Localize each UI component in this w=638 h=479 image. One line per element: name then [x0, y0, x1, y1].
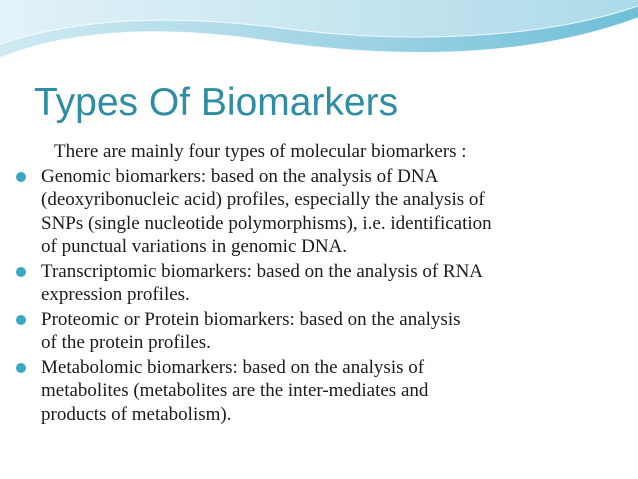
slide-title: Types Of Biomarkers	[34, 81, 399, 124]
bullet-text-line: Genomic biomarkers: based on the analysis of DNA	[41, 165, 439, 187]
bullet-list	[14, 165, 614, 427]
bullet-item	[14, 356, 614, 427]
bullet-text-line: (deoxyribonucleic acid) profiles, especially the analysis of	[41, 189, 485, 210]
bullet-text-line: products of metabolism).	[41, 403, 232, 425]
bullet-text-line: SNPs (single nucleotide polymorphisms), i.e. identification	[41, 212, 492, 234]
bullet-text-line: Proteomic or Protein biomarkers: based on the analysis	[41, 308, 461, 330]
bullet-dot-icon	[16, 267, 26, 277]
bullet-text-line: metabolites (metabolites are the inter-mediates and	[41, 380, 429, 401]
bullet-dot-icon	[16, 363, 26, 373]
bullet-dot-icon	[16, 315, 26, 325]
bullet-text-line: Transcriptomic biomarkers: based on the analysis of RNA	[41, 260, 484, 282]
bullet-item	[14, 260, 614, 307]
bullet-item	[14, 165, 614, 259]
bullet-dot-icon	[16, 172, 26, 182]
bullet-text-line: expression profiles.	[41, 284, 190, 305]
bullet-text-line: Metabolomic biomarkers: based on the analysis of	[41, 356, 425, 378]
bullet-text-line: of punctual variations in genomic DNA.	[41, 236, 348, 257]
header-wave-decoration	[0, 0, 638, 70]
intro-text: There are mainly four types of molecular biomarkers :	[54, 141, 467, 162]
bullet-text-line: of the protein profiles.	[41, 332, 211, 353]
slide-body	[14, 140, 614, 427]
bullet-item	[14, 308, 614, 355]
